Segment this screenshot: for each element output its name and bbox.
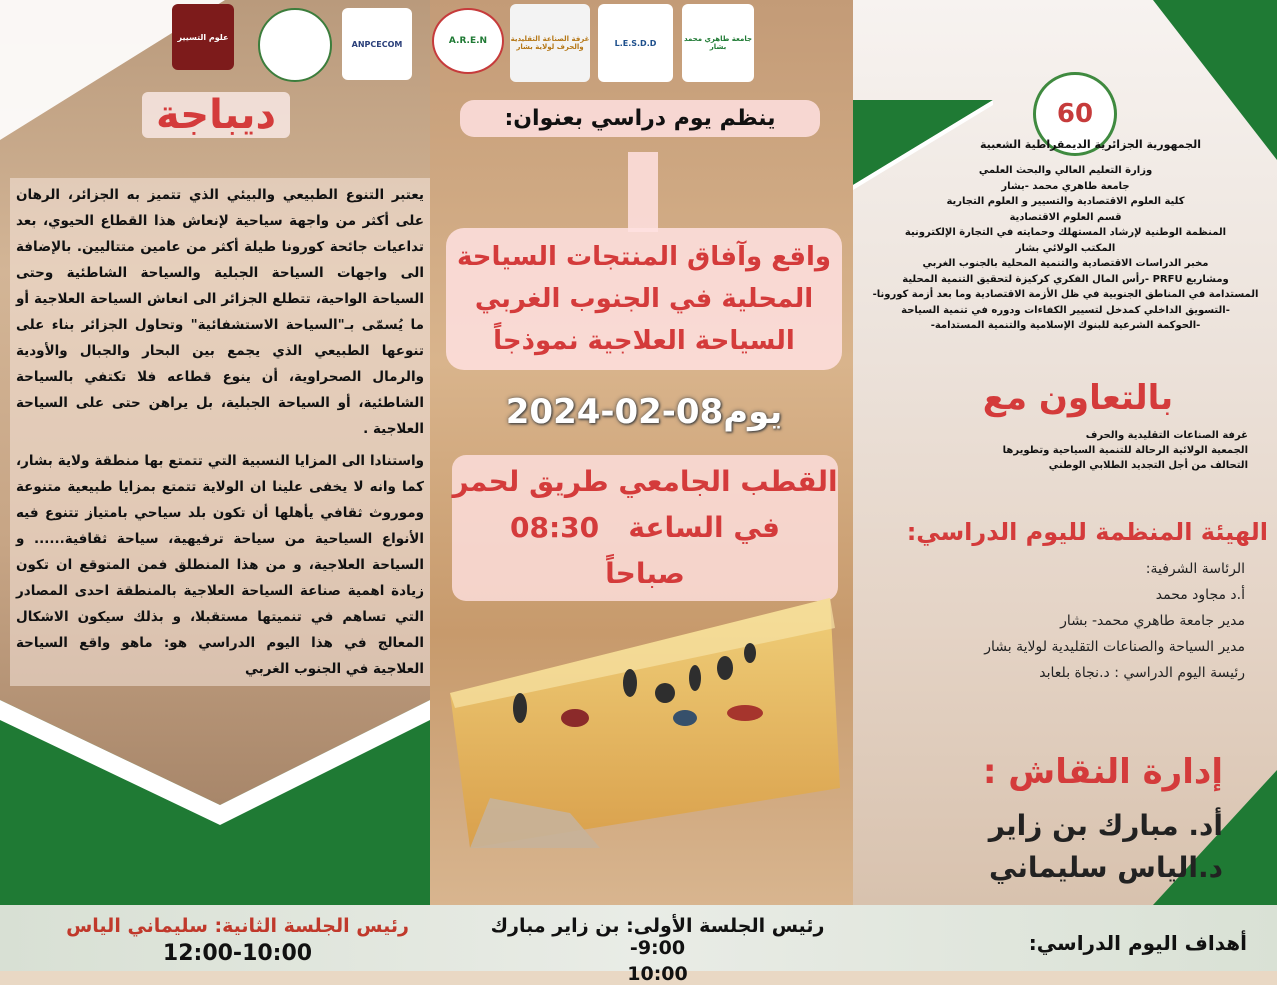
moderators-list (913, 805, 1223, 889)
institution-line: المنظمة الوطنية لإرشاد المستهلك وحمايته في التجارة الإلكترونية (904, 227, 1227, 238)
institution-line: المكتب الولائي بشار (1015, 242, 1116, 254)
institution-line: جامعة طاهري محمد -بشار (1001, 180, 1130, 192)
logo-org-1 (258, 8, 332, 82)
partner-line: الجمعية الولائية الرحالة للتنمية السياحية وتطويرها (1002, 445, 1248, 456)
committee-line: أ.د مجاود محمد (1155, 587, 1245, 603)
institution-line: مخبر الدراسات الاقتصادية والتنمية المحلية بالجنوب الغربي (922, 258, 1209, 269)
anniversary-badge: 60 (1033, 72, 1117, 156)
institution-line: كلية العلوم الاقتصادية والتسيير و العلوم التجارية (946, 196, 1185, 207)
event-date-word: يوم (723, 392, 783, 432)
session-2-chair: رئيس الجلسة الثانية: سليماني الياس (66, 915, 409, 937)
introduction-paragraph-1: يعتبر التنوع الطبيعي والبيئي الذي تتميز به الجزائر، الرهان على أكثر من واجهة سياحية لإنعاش هذا القطاع الحيوي، بعد تداعيات جائحة كورونا طيلة أكثر من عامين متتاليين. بالإضافة الى واجهات السياحة الجبلية والسياحة الشاطئية وحتى السياحة الواحية، تتطلع الجزائر الى انعاش السياحة العلاجية أو ما يُسمّى بـ"السياحة الاستشفائية" وتحاول الجزائر بناء على تنوعها الطبيعي الذي يجمع بين البحار والجبال والأودية والرمال الصحراوية، أن ينوع قطاعه فلا تكتفي بالسياحة الشاطئية، أو السياحة الجبلية، بل يراهن حتى على السياحة العلاجية . (16, 187, 424, 437)
institution-line: المستدامة في المناطق الجنوبية في ظل الأزمة الاقتصادية وما بعد أزمة كورونا- (872, 289, 1259, 300)
panel-introduction (0, 0, 430, 905)
committee-line: مدير جامعة طاهري محمد- بشار (1060, 613, 1245, 629)
institution-line: قسم العلوم الاقتصادية (1009, 211, 1122, 223)
event-intro: ينظم يوم دراسي بعنوان: (460, 100, 820, 137)
logo-university: جامعة طاهري محمد بشار (682, 4, 754, 82)
institutions-list (863, 163, 1268, 334)
event-topic-line-3: السياحة العلاجية نموذجاً (493, 326, 795, 356)
institution-line: وزارة التعليم العالي والبحث العلمي (978, 165, 1153, 176)
introduction-title: ديباجة (142, 92, 290, 138)
cooperation-title: بالتعاون مع (982, 378, 1174, 418)
connector (628, 152, 658, 232)
institution-line: -التسويق الداخلي كمدخل لتسيير الكفاءات ودوره في تنمية السياحة (901, 304, 1230, 316)
session-2 (45, 915, 430, 966)
panel-event (430, 0, 853, 905)
logo-anpcecom: ANPCECOM (342, 8, 412, 80)
event-time: 08:30 (509, 511, 600, 544)
cooperation-list (893, 428, 1248, 473)
session-2-time: 12:00-10:00 (162, 941, 313, 966)
logo-lesdd: L.E.S.D.D (598, 4, 673, 82)
event-venue: القطب الجامعي طريق لحمر (452, 465, 838, 498)
introduction-paragraph-2: واستنادا الى المزايا النسبية التي تتمتع بها منطقة ولاية بشار، كما وانه لا يخفى علينا ان الولاية تتمتع بمزايا طبيعية متنوعة وموروث ثقافي يأهلها أن تكون بلد سياحي بامتياز تتنوع فيه الأنواع السياحية من سياحة ترفيهية، سياحة ثقافية...... و السياحة العلاجية، و من هذا المنطلق فمن المتوقع ان تكون زيادة اهمية صناعة السياحة العلاجية بالمنطقة احدى المصادر التي تساهم في تنميتها مستقبلا، و بذلك سيكون الاشكال المعالج في هذا اليوم الدراسي هو: ماهو واقع السياحة العلاجية في الجنوب الغربي (16, 453, 424, 677)
session-1-chair: رئيس الجلسة الأولى: بن زاير مبارك 9:00- (490, 915, 825, 959)
schedule-strip (0, 905, 1277, 985)
event-time-prefix: في الساعة (628, 511, 781, 544)
event-time-line (452, 505, 838, 551)
institution-line: ومشاريع PRFU -رأس المال الفكري كركيزة لتحقيق التنمية المحلية (902, 273, 1229, 285)
logos-bar (170, 2, 760, 94)
committee-list (873, 556, 1245, 686)
event-venue-time (452, 455, 838, 601)
committee-line: مدير السياحة والصناعات التقليدية لولاية بشار (984, 639, 1245, 655)
logo-aren: A.R.E.N (432, 8, 504, 74)
logo-faculty: علوم التسيير (172, 4, 234, 70)
moderator-name: د.الياس سليماني (989, 851, 1223, 884)
committee-line: الرئاسة الشرفية: (1145, 561, 1245, 577)
event-topic-line-1: واقع وآفاق المنتجات السياحة (456, 242, 832, 272)
committee-line: رئيسة اليوم الدراسي : د.نجاة بلعابد (1039, 665, 1245, 681)
event-topic (446, 228, 842, 370)
institution-line: -الحوكمة الشرعية للبنوك الإسلامية والتنمية المستدامة- (930, 320, 1201, 331)
committee-title: الهيئة المنظمة لليوم الدراسي: (906, 518, 1268, 546)
republic-name: الجمهورية الجزائرية الديمقراطية الشعبية (980, 138, 1201, 151)
partner-line: غرفة الصناعات التقليدية والحرف (1085, 430, 1248, 441)
desert-photo (450, 598, 840, 848)
session-1 (465, 915, 850, 985)
event-date-value: 2024-02-08 (505, 392, 724, 432)
moderation-title: إدارة النقاش : (982, 752, 1223, 792)
event-topic-line-2: المحلية في الجنوب الغربي (474, 284, 814, 314)
partner-line: التحالف من أجل التجديد الطلابي الوطني (1048, 460, 1248, 471)
event-date (474, 392, 814, 432)
session-1-time: 10:00 (627, 963, 688, 985)
objectives-heading: أهداف اليوم الدراسي: (1028, 931, 1247, 955)
event-time-suffix: صباحاً (605, 557, 685, 590)
logo-chamber: غرفة الصناعة التقليدية والحرف لولاية بشار (510, 4, 590, 82)
introduction-body (10, 178, 430, 686)
moderator-name: أد. مبارك بن زاير (988, 809, 1223, 842)
panel-organizers (853, 0, 1277, 905)
